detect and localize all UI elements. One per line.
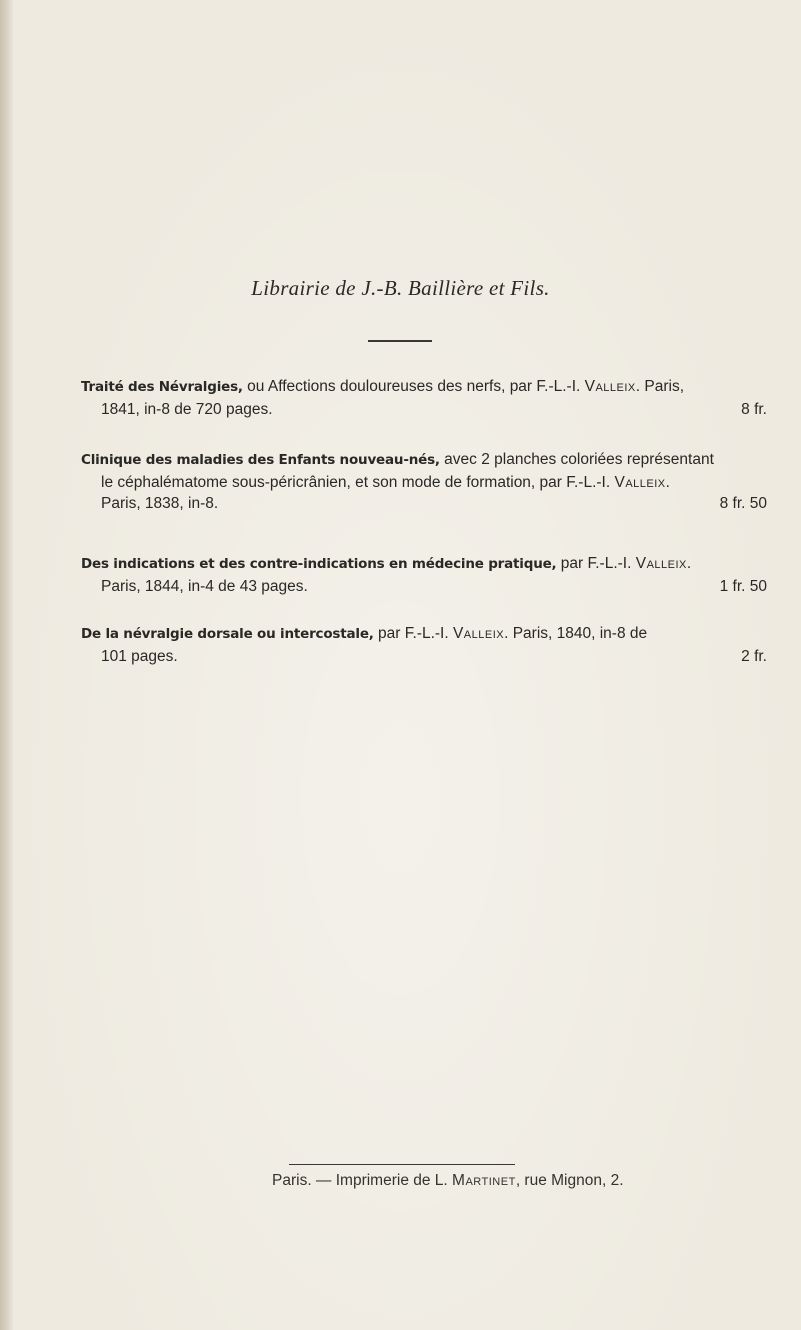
entry-text: par F.-L.-I. xyxy=(556,555,636,572)
catalog-entry xyxy=(81,449,767,515)
entry-line-1 xyxy=(81,623,767,646)
entry-line-2 xyxy=(81,576,767,598)
entry-text-end: . xyxy=(665,473,670,491)
entry-author: Valleix xyxy=(635,555,687,572)
entry-text: par F.-L.-I. xyxy=(373,625,453,642)
entry-title: Des indications et des contre-indications en médecine pratique, xyxy=(81,556,557,572)
entry-line-3 xyxy=(81,493,767,515)
header-rule xyxy=(368,340,432,342)
imprint-text: Paris. — Imprimerie de L. xyxy=(272,1172,453,1189)
entry-details: le céphalématome sous-péricrânien, et son mode de formation, par F.-L.-I. xyxy=(101,473,615,491)
entry-line-1 xyxy=(81,376,767,399)
catalog-entry xyxy=(81,623,767,667)
entry-line-1 xyxy=(81,553,767,576)
entry-author: Valleix xyxy=(584,378,636,395)
entry-text-end: . Paris, xyxy=(635,378,684,395)
entry-text: ou Affections douloureuses des nerfs, par F.-L.-I. xyxy=(242,378,585,395)
entry-details: Paris, 1844, in-4 de 43 pages. xyxy=(101,577,308,595)
entry-title: Clinique des maladies des Enfants nouveau-nés, xyxy=(81,452,440,468)
entry-author: Valleix xyxy=(614,473,666,491)
page-binding-edge xyxy=(0,0,14,1330)
entry-price: 8 fr. 50 xyxy=(719,495,767,512)
entry-details: 101 pages. xyxy=(101,647,178,665)
footer-rule xyxy=(289,1164,515,1165)
publisher-header: Librairie de J.-B. Baillière et Fils. xyxy=(251,276,550,300)
entry-price: 1 fr. 50 xyxy=(719,577,767,595)
entry-price: 8 fr. xyxy=(741,400,767,418)
entry-text-end: . xyxy=(686,555,692,572)
entry-text: avec 2 planches coloriées représentant xyxy=(439,451,714,468)
catalog-entry xyxy=(81,553,767,597)
entry-title: De la névralgie dorsale ou intercostale, xyxy=(81,626,374,642)
entry-price: 2 fr. xyxy=(741,647,767,665)
entry-line-2 xyxy=(81,646,767,668)
printer-imprint xyxy=(272,1172,624,1190)
imprint-address: , rue Mignon, 2. xyxy=(515,1172,624,1189)
entry-title: Traité des Névralgies, xyxy=(81,379,243,395)
entry-details: Paris, 1838, in-8. xyxy=(101,495,219,512)
entry-author: Valleix xyxy=(452,625,505,642)
entry-line-2 xyxy=(81,472,767,494)
printer-name: Martinet xyxy=(452,1172,516,1189)
entry-line-1 xyxy=(81,449,767,472)
entry-line-2 xyxy=(81,399,767,421)
entry-details: 1841, in-8 de 720 pages. xyxy=(101,400,273,418)
catalog-entry xyxy=(81,376,767,420)
entry-text-end: . Paris, 1840, in-8 de xyxy=(504,625,648,642)
